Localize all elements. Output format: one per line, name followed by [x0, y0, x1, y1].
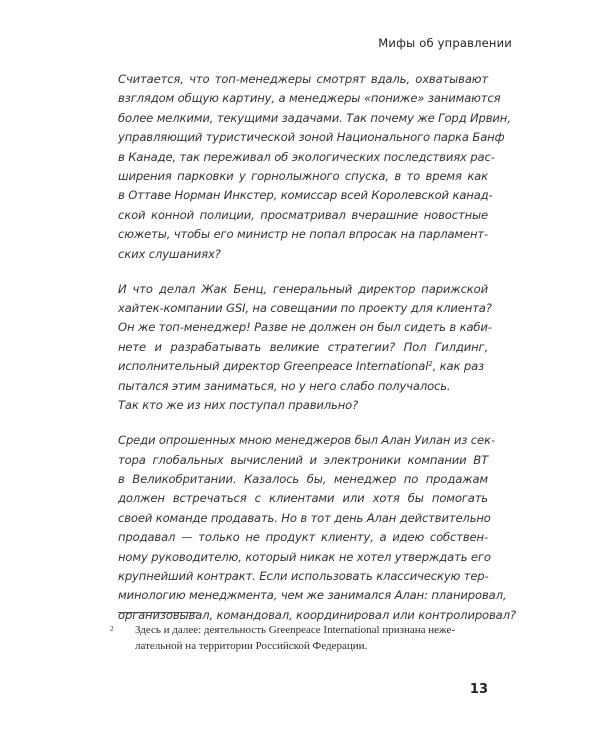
footnote-divider: [118, 612, 198, 613]
text-line: Считается, что топ-менеджеры смотрят вдаль, охватывают: [118, 72, 488, 86]
text-line: Среди опрошенных мною менеджеров был Алан Уилан из сек-: [118, 433, 495, 448]
running-head: Мифы об управлении: [378, 36, 512, 50]
text-line: ному руководителю, который никак не хотел утверждать его: [118, 549, 491, 564]
text-segment: , как раз: [432, 359, 485, 374]
text-line: хайтек-компании GSI, на совещании по проекту для клиента?: [118, 301, 492, 316]
text-line: должен встречаться с клиентами или хотя бы помогать: [118, 491, 488, 506]
text-line: Так кто же из них поступал правильно?: [118, 398, 359, 413]
text-line: И что делал Жак Бенц, генеральный директор парижской: [118, 281, 488, 296]
text-segment: исполнительный директор Greenpeace International: [118, 359, 429, 374]
text-line: сюжеты, чтобы его министр не попал впросак на парламент-: [118, 227, 489, 242]
text-line: Он же топ-менеджер! Разве не должен он был сидеть в каби-: [118, 320, 492, 335]
footnote-line: Здесь и далее: деятельность Greenpeace International признана неже-: [135, 624, 456, 636]
text-line: крупнейший контракт. Если использовать классическую тер-: [118, 568, 489, 583]
paragraph-3: [118, 431, 516, 625]
paragraph-1: [118, 70, 511, 264]
text-line: ской конной полиции, просматривал вчерашние новостные: [118, 207, 488, 222]
footnote: [110, 622, 488, 654]
paragraph-2: [118, 280, 492, 416]
footnote-line: лательной на территории Российской Федерации.: [135, 640, 368, 652]
footnote-text: [118, 622, 488, 654]
body-text: [118, 70, 516, 641]
text-line: в Оттаве Норман Инкстер, комиссар всей Королевской канад-: [118, 188, 493, 203]
footnote-marker: 2: [110, 625, 114, 633]
page-number: 13: [469, 682, 488, 697]
text-line: организовывал, командовал, координировал или контролировал?: [118, 607, 516, 622]
text-line: в Канаде, так переживал об экологических последствиях рас-: [118, 149, 495, 164]
text-line: в Великобритании. Казалось бы, менеджер по продажам: [118, 471, 488, 486]
text-line: [118, 357, 488, 376]
text-line: продавал — только не продукт клиенту, а идею собствен-: [118, 530, 488, 545]
text-line: ских слушаниях?: [118, 246, 221, 261]
text-line: пытался этим заниматься, но у него слабо получалось.: [118, 378, 451, 393]
text-line: ширения парковки у горнолыжного спуска, в то время как: [118, 169, 488, 184]
text-line: своей команде продавать. Но в тот день Алан действительно: [118, 510, 491, 525]
text-line: взглядом общую картину, а менеджеры «пониже» занимаются: [118, 91, 501, 106]
text-line: нете и разрабатывать великие стратегии? Пол Гилдинг,: [118, 339, 488, 354]
text-line: тора глобальных вычислений и электроники компании BT: [118, 452, 488, 467]
footnote-reference[interactable]: 2: [428, 360, 433, 369]
text-line: более мелкими, текущими задачами. Так почему же Горд Ирвин,: [118, 110, 511, 125]
text-line: управляющий туристической зоной Национального парка Банф: [118, 130, 505, 145]
text-line: минологию менеджмента, чем же занимался Алан: планировал,: [118, 588, 507, 603]
